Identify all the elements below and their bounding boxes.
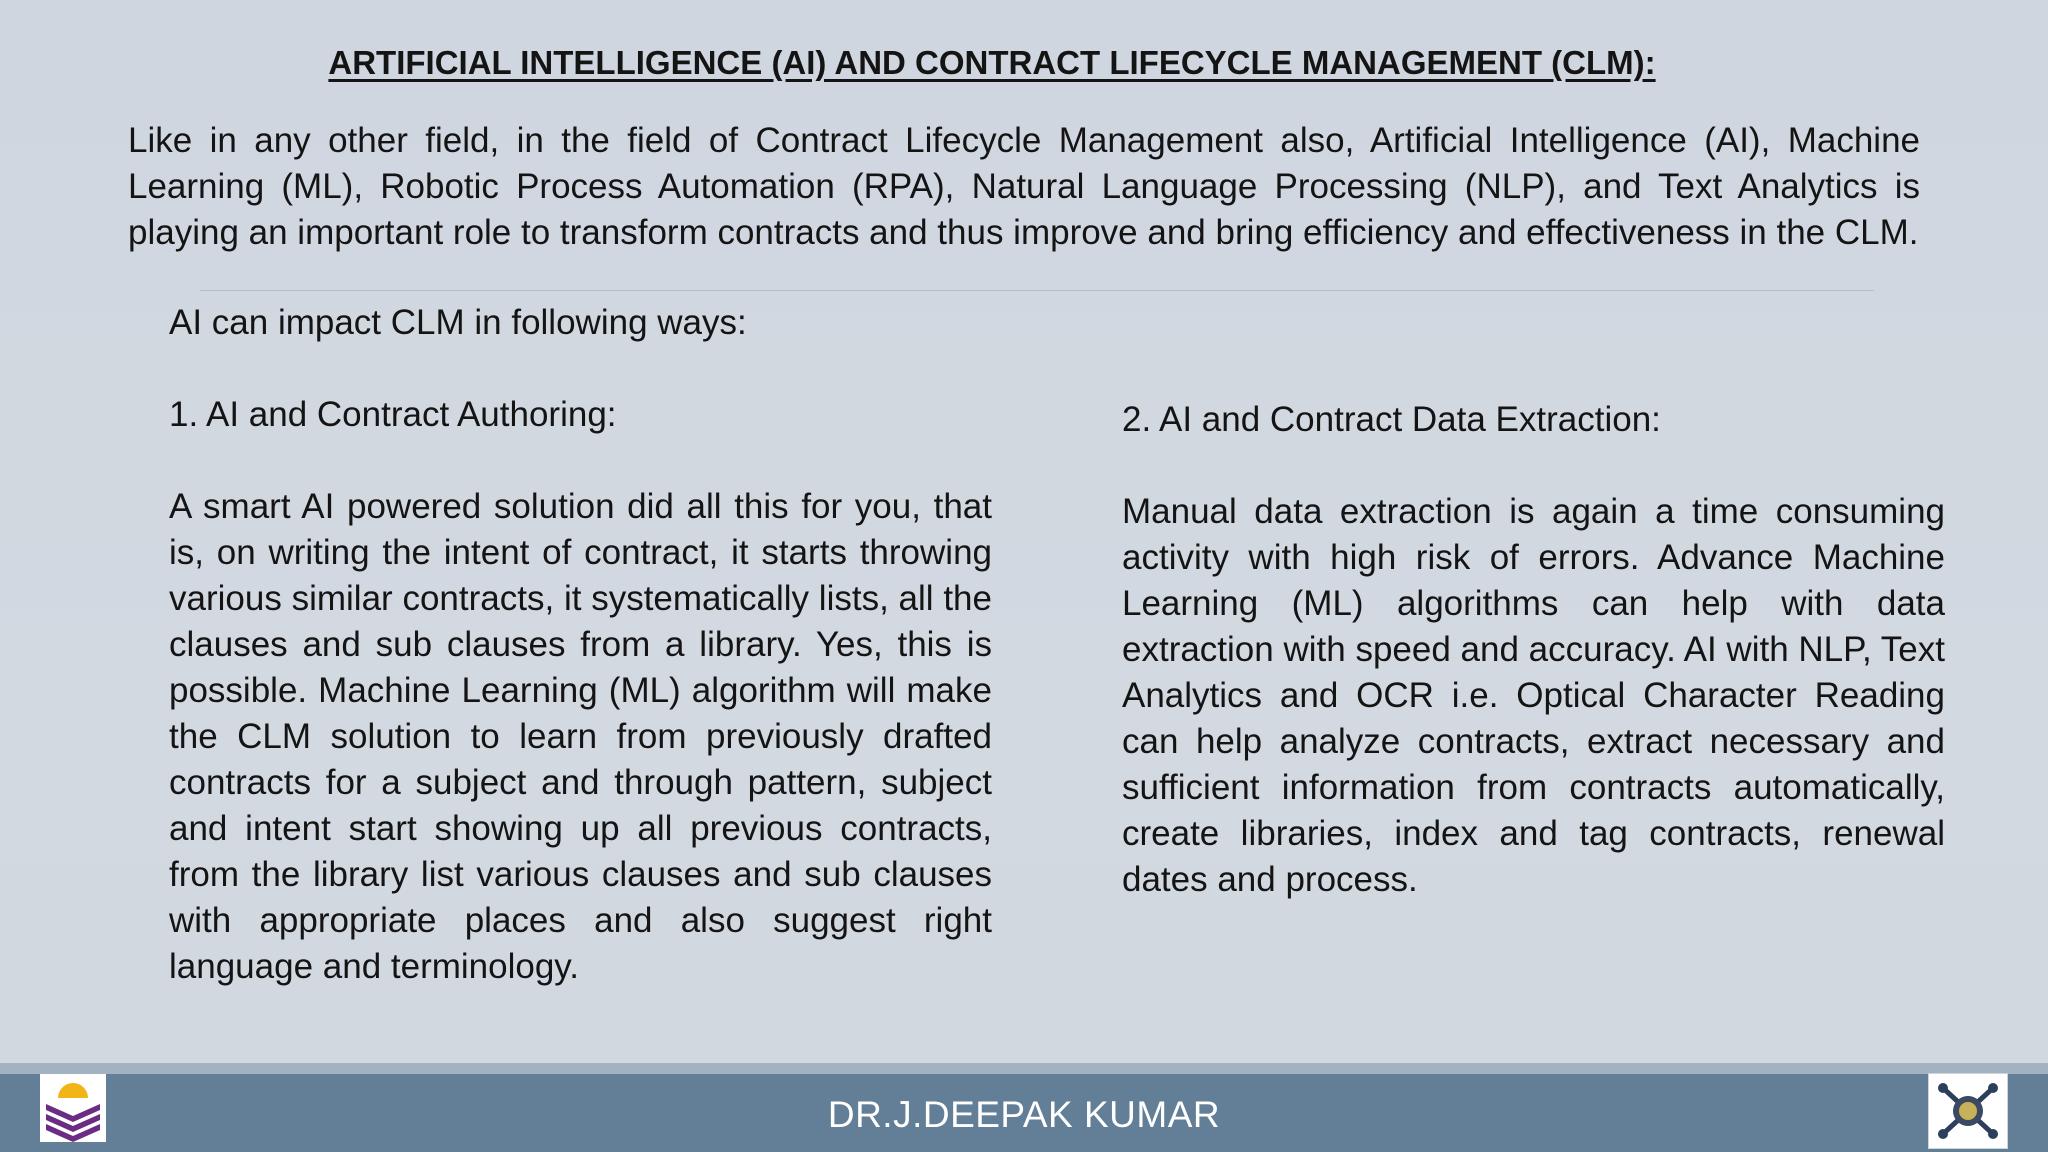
section-contract-authoring	[169, 392, 992, 990]
section-data-extraction	[1122, 397, 1945, 903]
slide-title: ARTIFICIAL INTELLIGENCE (AI) AND CONTRACT LIFECYCLE MANAGEMENT (CLM):	[328, 44, 1656, 81]
section-heading: 1. AI and Contract Authoring:	[169, 395, 617, 434]
divider-line	[200, 290, 1874, 291]
footer-accent-strip	[0, 1063, 2048, 1074]
presenter-name: DR.J.DEEPAK KUMAR	[827, 1094, 1221, 1135]
lead-text: AI can impact CLM in following ways:	[169, 303, 747, 342]
section-body: A smart AI powered solution did all this for you, that is, on writing the intent of contract, it starts throwing various similar contracts, it systematically lists, all the clauses and sub clauses from a library. Yes, this is possible. Machine Learning (ML) algorithm will make the CLM solution to learn from previously drafted contracts for a subject and through pattern, subject and intent start showing up all previous contracts, from the library list various clauses and sub clauses with appropriate places and also suggest right language and terminology.	[169, 487, 992, 986]
section-heading: 2. AI and Contract Data Extraction:	[1122, 400, 1661, 439]
section-body: Manual data extraction is again a time consuming activity with high risk of errors. Advance Machine Learning (ML) algorithms can help with data extraction with speed and accuracy. AI with NLP, Text Analytics and OCR i.e. Optical Character Reading can help analyze contracts, extract necessary and sufficient information from contracts automatically, create libraries, index and tag contracts, renewal dates and process.	[1122, 492, 1945, 899]
intro-paragraph: Like in any other field, in the field of Contract Lifecycle Management also, Artificial Intelligence (AI), Machine Learning (ML), Robotic Process Automation (RPA), Natural Language Processing (NLP), and Text Analytics is playing an important role to transform contracts and thus improve and bring efficiency and effectiveness in the CLM.	[128, 121, 1920, 252]
